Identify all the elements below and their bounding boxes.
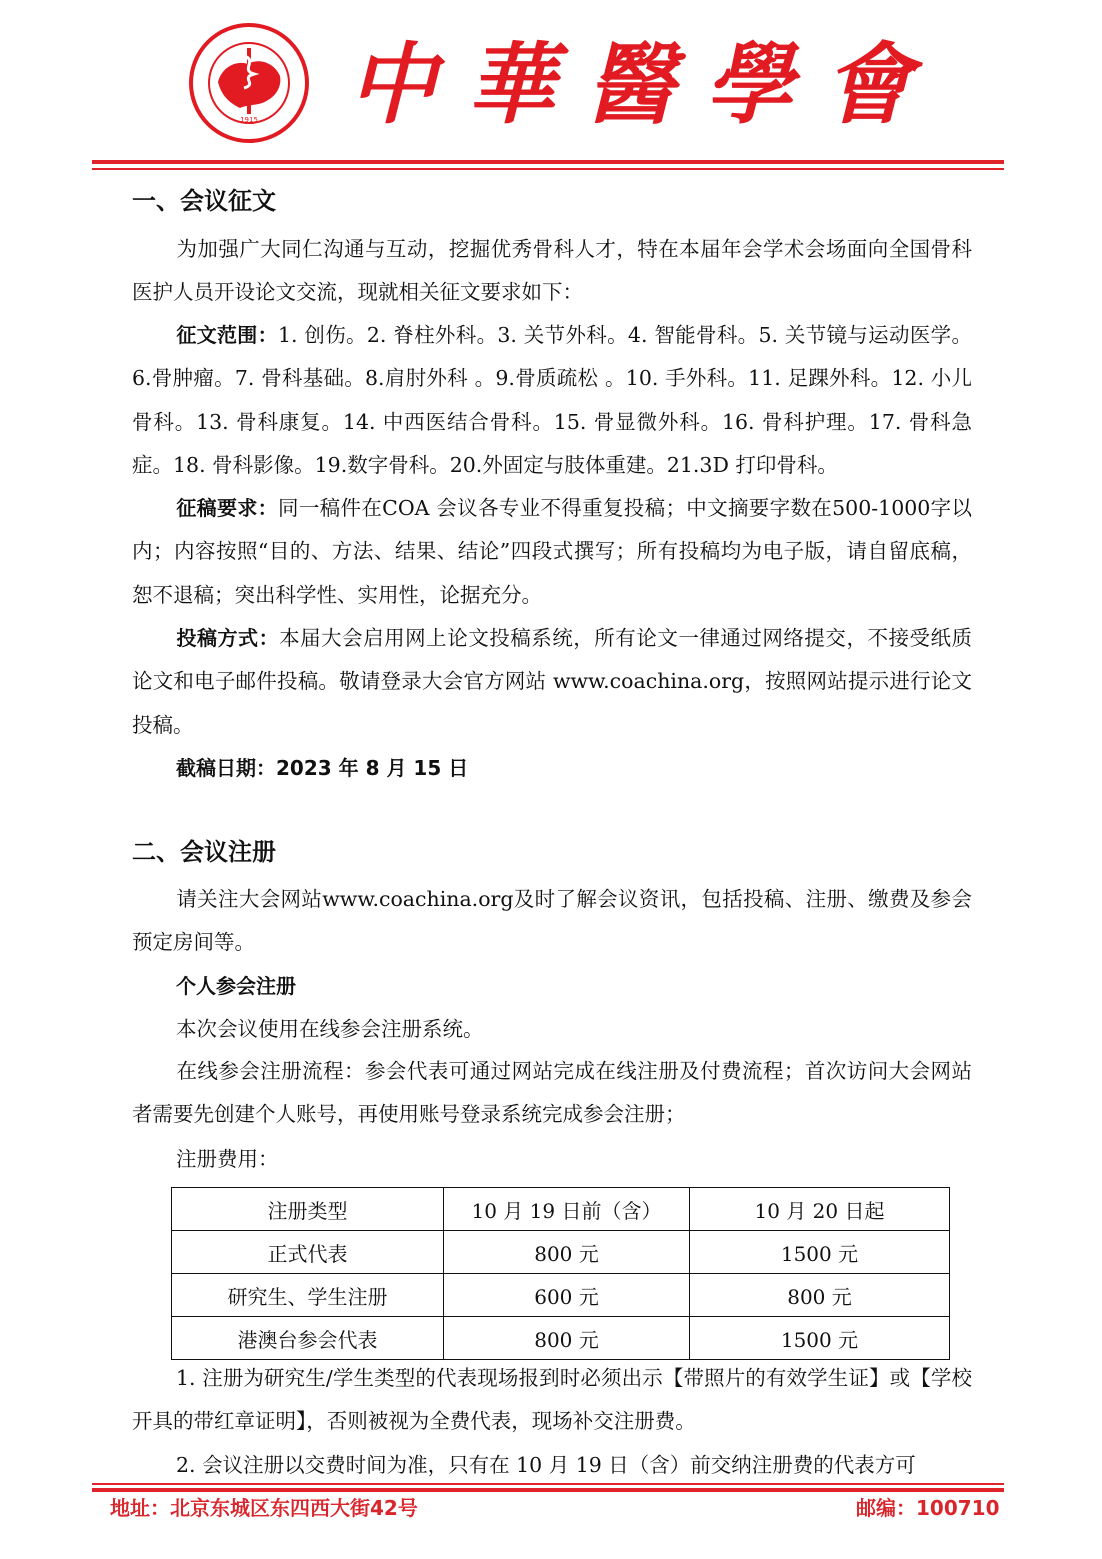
brand-char: 中 xyxy=(348,33,443,136)
note-2 xyxy=(132,1444,972,1487)
section2-intro xyxy=(132,878,972,965)
section-heading: 一、会议征文 xyxy=(132,187,276,215)
requirements-text: 同一稿件在COA 会议各专业不得重复投稿；中文摘要字数在500-1000字以内；内容按照“目的、方法、结果、结论”四段式撰写；所有投稿均为电子版，请自留底稿，恕不退稿；突出科学性、实用性，论据充分。 xyxy=(132,496,972,607)
footer-rule xyxy=(92,1488,1004,1492)
table-cell: 600 元 xyxy=(444,1274,690,1317)
scope-paragraph xyxy=(132,314,972,487)
requirements-paragraph xyxy=(132,487,972,617)
header-rule-thin xyxy=(92,168,1004,170)
table-cell: 10 月 19 日前（含） xyxy=(444,1188,690,1231)
requirements-label: 征稿要求： xyxy=(176,496,278,520)
table-header-row xyxy=(172,1188,950,1231)
process-paragraph xyxy=(132,1050,972,1137)
brand-char: 華 xyxy=(466,33,561,136)
table-cell: 研究生、学生注册 xyxy=(172,1274,444,1317)
table-cell: 10 月 20 日起 xyxy=(690,1188,950,1231)
paragraph-text: 在线参会注册流程：参会代表可通过网站完成在线注册及付费流程；首次访问大会网站者需要先创建个人账号，再使用账号登录系统完成参会注册； xyxy=(132,1059,972,1127)
brand-char: 會 xyxy=(823,33,918,136)
paragraph-text: 请关注大会网站www.coachina.org及时了解会议资讯，包括投稿、注册、缴费及参会预定房间等。 xyxy=(132,887,972,955)
scope-text: 1. 创伤。2. 脊柱外科。3. 关节外科。4. 智能骨科。5. 关节镜与运动医学。6.骨肿瘤。7. 骨科基础。8.肩肘外科 。9.骨质疏松 。10. 手外科。11. 足踝外科。12. 小儿骨科。13. 骨科康复。14. 中西医结合骨科。15. 骨显微外科。16. 骨科护理。17. 骨科急症。18. 骨科影像。19.数字骨科。20.外固定与肢体重建。21.3D 打印骨科。 xyxy=(132,323,972,477)
submission-label: 投稿方式： xyxy=(176,626,280,650)
online-system-line: 本次会议使用在线参会注册系统。 xyxy=(176,1017,484,1041)
table-cell: 800 元 xyxy=(444,1317,690,1360)
brand-char: 醫 xyxy=(585,33,680,136)
cma-logo xyxy=(188,22,310,144)
svg-text:1915: 1915 xyxy=(240,116,258,124)
section-heading: 二、会议注册 xyxy=(132,838,276,866)
table-row xyxy=(172,1231,950,1274)
table-cell: 注册类型 xyxy=(172,1188,444,1231)
table-cell: 800 元 xyxy=(444,1231,690,1274)
table-cell: 正式代表 xyxy=(172,1231,444,1274)
fee-label: 注册费用： xyxy=(176,1147,279,1171)
footer-rule-thin xyxy=(92,1483,1004,1485)
submission-text: 本届大会启用网上论文投稿系统，所有论文一律通过网络提交，不接受纸质论文和电子邮件投稿。敬请登录大会官方网站 www.coachina.org，按照网站提示进行论文投稿。 xyxy=(132,626,973,737)
table-cell: 800 元 xyxy=(690,1274,950,1317)
note-1 xyxy=(132,1357,972,1444)
section1-intro xyxy=(132,228,972,315)
submission-paragraph xyxy=(132,617,972,747)
brand-wordmark xyxy=(348,30,918,140)
paragraph-text: 为加强广大同仁沟通与互动，挖掘优秀骨科人才，特在本届年会学术会场面向全国骨科医护人员开设论文交流，现就相关征文要求如下： xyxy=(132,237,972,305)
paragraph-text: 1. 注册为研究生/学生类型的代表现场报到时必须出示【带照片的有效学生证】或【学校开具的带红章证明】，否则被视为全费代表，现场补交注册费。 xyxy=(132,1366,972,1434)
table-row xyxy=(172,1317,950,1360)
deadline: 截稿日期：2023 年 8 月 15 日 xyxy=(176,756,469,780)
table-cell: 港澳台参会代表 xyxy=(172,1317,444,1360)
table-cell: 1500 元 xyxy=(690,1317,950,1360)
sub-heading: 个人参会注册 xyxy=(176,974,296,998)
scope-label: 征文范围： xyxy=(176,323,278,347)
header-rule xyxy=(92,160,1004,164)
brand-char: 學 xyxy=(704,33,799,136)
footer-address: 地址：北京东城区东四西大街42号 xyxy=(110,1496,418,1520)
footer-postcode: 邮编：100710 xyxy=(856,1496,1000,1520)
table-cell: 1500 元 xyxy=(690,1231,950,1274)
table-row xyxy=(172,1274,950,1317)
paragraph-text: 2. 会议注册以交费时间为准，只有在 10 月 19 日（含）前交纳注册费的代表方可 xyxy=(176,1453,916,1477)
fee-table xyxy=(171,1187,950,1360)
